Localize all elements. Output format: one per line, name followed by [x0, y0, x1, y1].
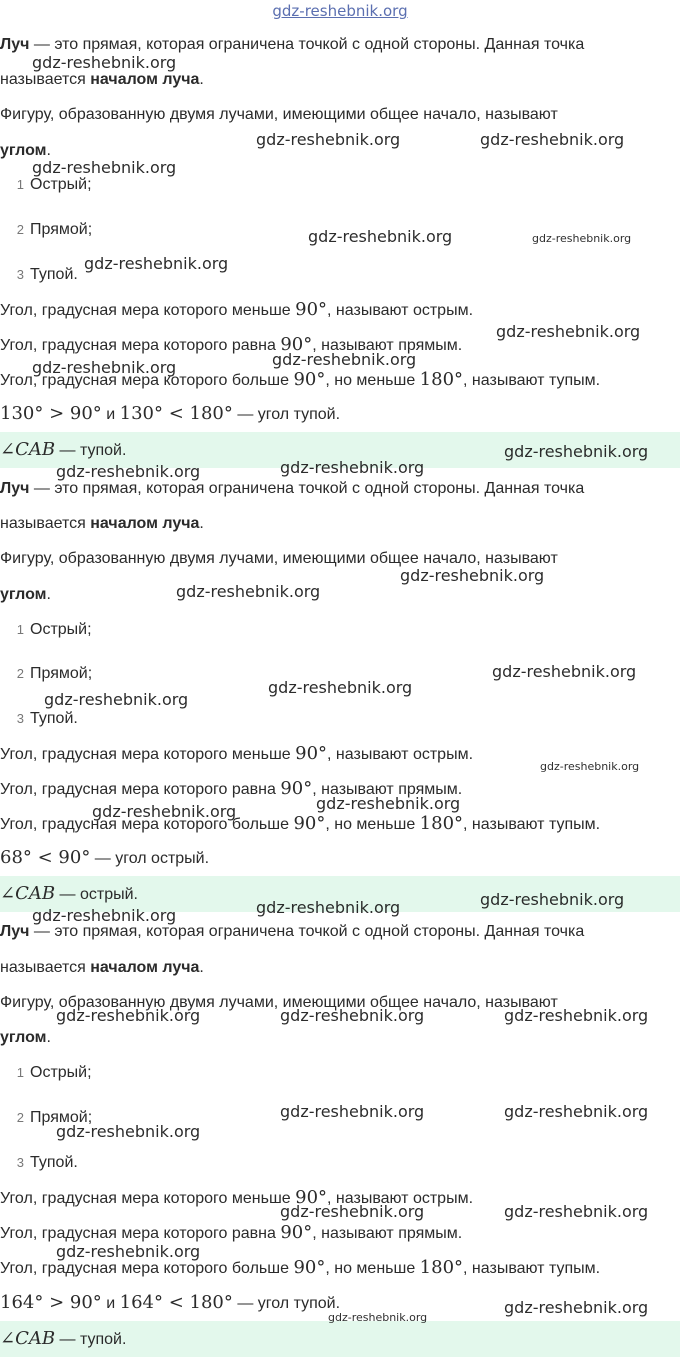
- ray-origin-definition: называется началом луча.: [0, 515, 204, 532]
- answer-box: ∠CAB — тупой.: [0, 1321, 680, 1357]
- right-rule: Угол, градусная мера которого равна 90°, называют прямым.: [0, 334, 463, 355]
- watermark: gdz-reshebnik.org: [176, 582, 321, 601]
- acute-rule: Угол, градусная мера которого меньше 90°, называют острым.: [0, 743, 474, 764]
- answer-box: ∠CAB — тупой.: [0, 432, 680, 468]
- watermark: gdz-reshebnik.org: [280, 1202, 425, 1221]
- watermark: gdz-reshebnik.org: [84, 254, 229, 273]
- watermark: gdz-reshebnik.org: [504, 1006, 649, 1025]
- watermark: gdz-reshebnik.org: [504, 1298, 649, 1317]
- watermark: gdz-reshebnik.org: [540, 760, 640, 773]
- list-item: 1 Острый;: [16, 176, 92, 193]
- watermark: gdz-reshebnik.org: [32, 906, 177, 925]
- angle-term: углом.: [0, 142, 51, 159]
- list-item: 1 Острый;: [16, 1064, 92, 1081]
- watermark: gdz-reshebnik.org: [480, 130, 625, 149]
- watermark: gdz-reshebnik.org: [308, 227, 453, 246]
- watermark: gdz-reshebnik.org: [504, 1102, 649, 1121]
- watermark: gdz-reshebnik.org: [32, 158, 177, 177]
- list-item: 2 Прямой;: [16, 665, 93, 682]
- watermark: gdz-reshebnik.org: [92, 802, 237, 821]
- ray-origin-definition: называется началом луча.: [0, 959, 204, 976]
- right-rule: Угол, градусная мера которого равна 90°, называют прямым.: [0, 1222, 463, 1243]
- angle-term: углом.: [0, 586, 51, 603]
- watermark: gdz-reshebnik.org: [56, 1122, 201, 1141]
- watermark: gdz-reshebnik.org: [280, 1006, 425, 1025]
- watermark: gdz-reshebnik.org: [480, 890, 625, 909]
- watermark: gdz-reshebnik.org: [256, 898, 401, 917]
- list-item: 3 Тупой.: [16, 1154, 78, 1171]
- comparison: 68° < 90° — угол острый.: [0, 847, 210, 868]
- angle-term: углом.: [0, 1029, 51, 1046]
- obtuse-rule: Угол, градусная мера которого больше 90°, но меньше 180°, называют тупым.: [0, 813, 601, 834]
- comparison: 164° > 90° и 164° < 180° — угол тупой.: [0, 1292, 341, 1313]
- angle-definition: Фигуру, образованную двумя лучами, имеющими общее начало, называют: [0, 550, 558, 567]
- watermark: gdz-reshebnik.org: [504, 442, 649, 461]
- watermark: gdz-reshebnik.org: [44, 690, 189, 709]
- ray-definition: Луч — это прямая, которая ограничена точкой с одной стороны. Данная точка: [0, 36, 585, 53]
- watermark: gdz-reshebnik.org: [496, 322, 641, 341]
- watermark: gdz-reshebnik.org: [400, 566, 545, 585]
- watermark: gdz-reshebnik.org: [268, 678, 413, 697]
- watermark: gdz-reshebnik.org: [272, 350, 417, 369]
- list-item: 3 Тупой.: [16, 266, 78, 283]
- ray-definition: Луч — это прямая, которая ограничена точкой с одной стороны. Данная точка: [0, 480, 585, 497]
- watermark: gdz-reshebnik.org: [56, 1006, 201, 1025]
- acute-rule: Угол, градусная мера которого меньше 90°, называют острым.: [0, 1187, 474, 1208]
- acute-rule: Угол, градусная мера которого меньше 90°, называют острым.: [0, 299, 474, 320]
- ray-origin-definition: называется началом луча.: [0, 71, 204, 88]
- comparison: 130° > 90° и 130° < 180° — угол тупой.: [0, 403, 341, 424]
- watermark: gdz-reshebnik.org: [504, 1202, 649, 1221]
- list-item: 1 Острый;: [16, 621, 92, 638]
- watermark: gdz-reshebnik.org: [32, 53, 177, 72]
- watermark: gdz-reshebnik.org: [56, 462, 201, 481]
- watermark: gdz-reshebnik.org: [56, 1242, 201, 1261]
- watermark: gdz-reshebnik.org: [256, 130, 401, 149]
- obtuse-rule: Угол, градусная мера которого больше 90°, но меньше 180°, называют тупым.: [0, 369, 601, 390]
- watermark: gdz-reshebnik.org: [32, 358, 177, 377]
- ray-definition: Луч — это прямая, которая ограничена точкой с одной стороны. Данная точка: [0, 923, 585, 940]
- list-item: 3 Тупой.: [16, 710, 78, 727]
- right-rule: Угол, градусная мера которого равна 90°, называют прямым.: [0, 778, 463, 799]
- answer-box: ∠CAB — острый.: [0, 876, 680, 912]
- list-item: 2 Прямой;: [16, 1109, 93, 1126]
- watermark: gdz-reshebnik.org: [316, 794, 461, 813]
- angle-definition: Фигуру, образованную двумя лучами, имеющими общее начало, называют: [0, 106, 558, 123]
- angle-definition: Фигуру, образованную двумя лучами, имеющими общее начало, называют: [0, 994, 558, 1011]
- watermark: gdz-reshebnik.org: [492, 662, 637, 681]
- watermark: gdz-reshebnik.org: [280, 458, 425, 477]
- site-link[interactable]: gdz-reshebnik.org: [272, 2, 408, 20]
- watermark: gdz-reshebnik.org: [532, 232, 632, 245]
- watermark: gdz-reshebnik.org: [328, 1311, 428, 1324]
- list-item: 2 Прямой;: [16, 221, 93, 238]
- obtuse-rule: Угол, градусная мера которого больше 90°, но меньше 180°, называют тупым.: [0, 1257, 601, 1278]
- watermark: gdz-reshebnik.org: [280, 1102, 425, 1121]
